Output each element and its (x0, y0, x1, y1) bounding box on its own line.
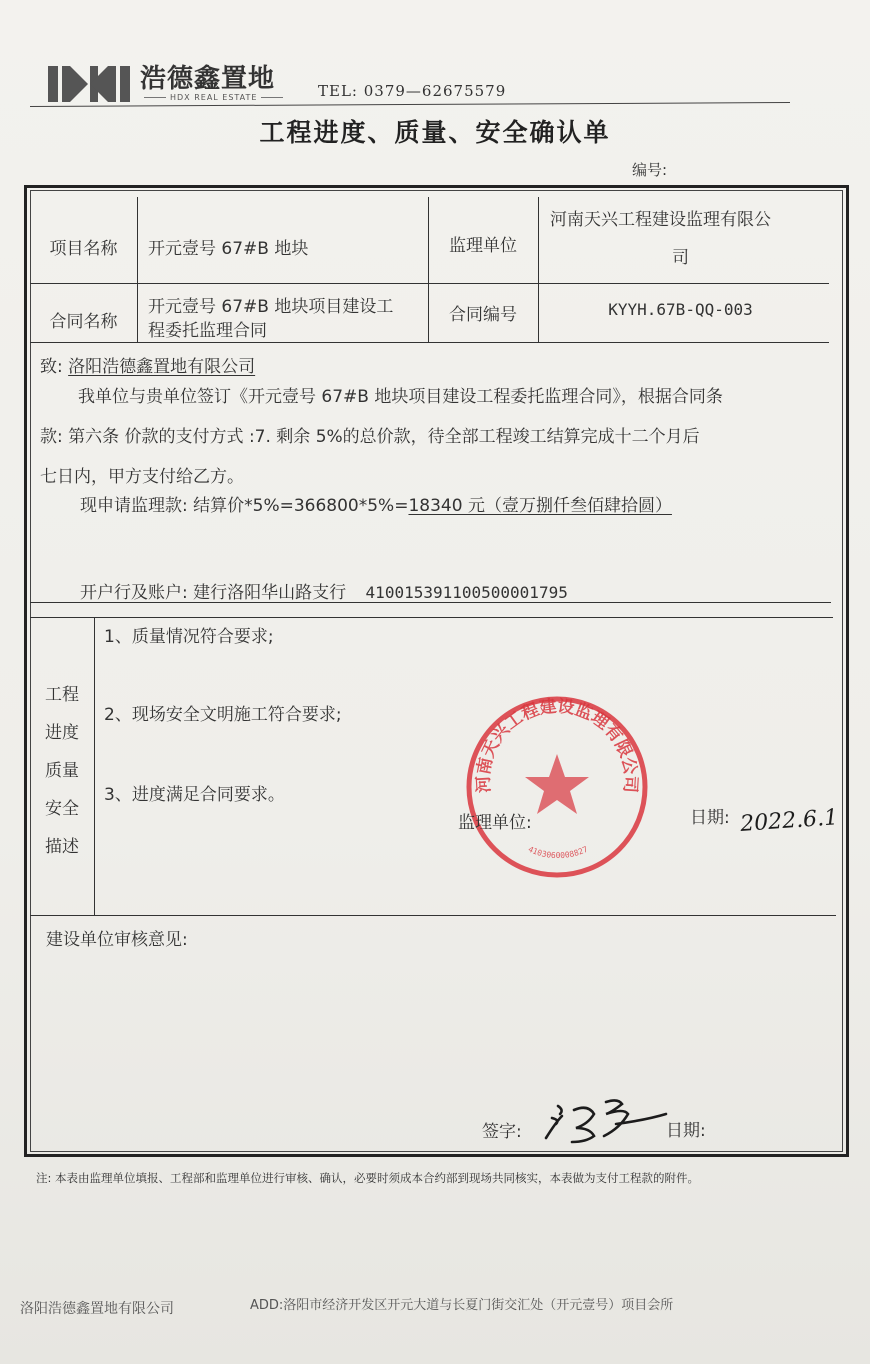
seal-text: 河南天兴工程建设监理有限公司 (473, 696, 641, 794)
column-divider (538, 197, 539, 342)
contract-name-line2: 程委托监理合同 (148, 321, 267, 341)
column-divider (94, 617, 95, 915)
footnote: 注: 本表由监理单位填报、工程部和监理单位进行审核、确认，必要时须成本合约部到现场共同核实，本表做为支付工程款的附件。 (36, 1171, 700, 1185)
seal-number: 4103060008827 (526, 844, 590, 861)
side-label-char: 描述 (45, 837, 79, 857)
review-label: 建设单位审核意见: (46, 930, 188, 950)
number-label: 编号: (632, 161, 668, 179)
section-side-label (40, 676, 84, 866)
row-divider (30, 617, 833, 618)
contract-name-line1: 开元壹号 67#B 地块项目建设工 (148, 297, 394, 317)
handwritten-date (738, 802, 839, 837)
addressee-name: 洛阳浩德鑫置地有限公司 (68, 357, 256, 377)
project-name-value: 开元壹号 67#B 地块 (148, 239, 309, 259)
row-divider (30, 342, 829, 343)
handwritten-signature (540, 1092, 670, 1148)
document-title: 工程进度、质量、安全确认单 (259, 118, 611, 147)
footer-address: ADD:洛阳市经济开发区开元大道与长夏门街交汇处（开元壹号）项目会所 (250, 1298, 674, 1313)
svg-text:4103060008827 (527, 845, 590, 861)
company-name-en: HDX REAL ESTATE (140, 93, 287, 102)
review-date-label: 日期: (666, 1121, 706, 1141)
contract-number-value: KYYH.67B-QQ-003 (608, 300, 753, 319)
contract-number-label: 合同编号 (449, 305, 517, 325)
side-label-char: 进度 (45, 723, 79, 743)
to-label: 致: (40, 357, 63, 377)
description-item-3: 3、进度满足合同要求。 (104, 785, 285, 805)
addressee-line (40, 357, 255, 377)
side-label-char: 工程 (45, 685, 79, 705)
description-item-1: 1、质量情况符合要求; (104, 627, 274, 647)
payment-request-line (80, 496, 672, 516)
footer-company: 洛阳浩德鑫置地有限公司 (20, 1301, 174, 1317)
company-name-cn: 浩德鑫置地 (140, 64, 276, 94)
supervisor-sign-label: 监理单位: (458, 813, 532, 833)
contract-name-label: 合同名称 (49, 312, 118, 332)
supervisor-label: 监理单位 (449, 236, 517, 256)
side-label-char: 安全 (45, 799, 79, 819)
description-item-2: 2、现场安全文明施工符合要求; (104, 705, 342, 725)
description-date-label: 日期: (690, 808, 730, 828)
supervisor-value-line2: 司 (672, 248, 689, 268)
bank-label: 开户行及账户: (80, 583, 188, 603)
project-name-label: 项目名称 (49, 239, 118, 259)
handwritten-date-text: 2022.6.1 (739, 805, 839, 837)
bank-account-line (80, 583, 568, 603)
side-label-char: 质量 (45, 761, 79, 781)
payment-amount: 18340 元（壹万捌仟叁佰肆拾圆） (408, 496, 672, 516)
payment-formula: 现申请监理款: 结算价*5%=366800*5%= (80, 496, 409, 516)
bank-name: 建行洛阳华山路支行 (193, 583, 347, 603)
row-divider (30, 915, 836, 916)
paragraph-line-1: 我单位与贵单位签订《开元壹号 67#B 地块项目建设工程委托监理合同》，根据合同条 (78, 387, 723, 407)
company-logo-icon (48, 64, 130, 104)
header-divider (30, 102, 790, 107)
paragraph-line-3: 七日内，甲方支付给乙方。 (40, 467, 244, 487)
telephone: TEL: 0379—62675579 (318, 82, 507, 100)
supervisor-value-line1: 河南天兴工程建设监理有限公 (550, 210, 771, 230)
paragraph-line-2: 款: 第六条 价款的支付方式 :7. 剩余 5%的总价款，待全部工程竣工结算完成十二个月后 (40, 427, 700, 447)
column-divider (137, 197, 138, 342)
review-sign-label: 签字: (482, 1122, 522, 1142)
official-seal-icon (462, 692, 652, 882)
row-divider (30, 283, 829, 284)
account-number: 410015391100500001795 (365, 583, 568, 602)
